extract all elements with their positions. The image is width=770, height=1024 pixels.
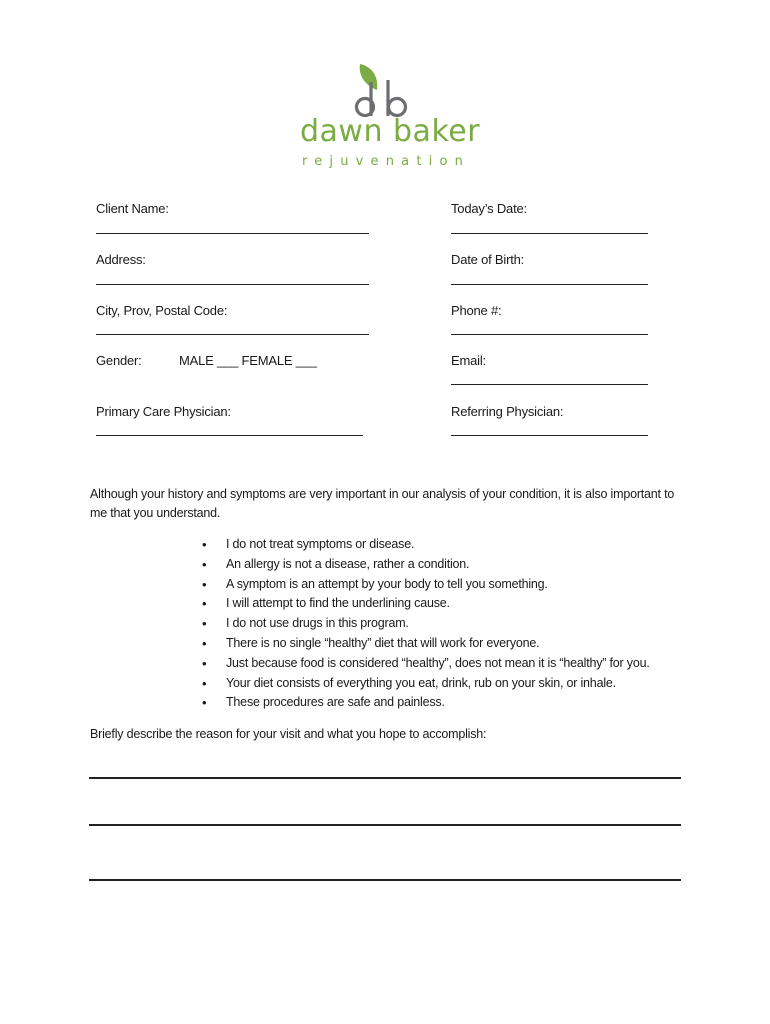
list-item: • Your diet consists of everything you eat, drink, rub on your skin, or inhale. <box>200 674 650 694</box>
logo-tagline: rejuvenation <box>301 154 471 169</box>
list-item: • I will attempt to find the underlining cause. <box>200 594 650 614</box>
list-item: • These procedures are safe and painless. <box>200 693 650 713</box>
email-label: Email: <box>451 353 486 368</box>
list-item: • There is no single “healthy” diet that will work for everyone. <box>200 634 650 654</box>
client-name-label: Client Name: <box>96 201 169 216</box>
primary-care-label: Primary Care Physician: <box>96 404 231 419</box>
list-item: • An allergy is not a disease, rather a condition. <box>200 555 650 575</box>
city-prov-postal-label: City, Prov, Postal Code: <box>96 303 228 318</box>
intro-text: Although your history and symptoms are very important in our analysis of your condition, it is also important to me that you understand. <box>90 487 675 520</box>
referring-label: Referring Physician: <box>451 404 564 419</box>
reason-prompt: Briefly describe the reason for your visit and what you hope to accomplish: <box>90 727 487 741</box>
list-item: • Just because food is considered “healthy”, does not mean it is “healthy” for you. <box>200 654 650 674</box>
list-item: • I do not treat symptoms or disease. <box>200 535 650 555</box>
address-field[interactable] <box>96 284 369 285</box>
leaf-icon <box>353 64 415 120</box>
reason-answer-line-1[interactable] <box>89 777 681 779</box>
city-prov-postal-field[interactable] <box>96 334 369 335</box>
date-of-birth-field[interactable] <box>451 284 648 285</box>
list-item: • I do not use drugs in this program. <box>200 614 650 634</box>
logo-name: dawn baker <box>300 114 481 149</box>
referring-field[interactable] <box>451 435 648 436</box>
list-item: • A symptom is an attempt by your body to tell you something. <box>200 575 650 595</box>
phone-label: Phone #: <box>451 303 502 318</box>
gender-label: Gender: <box>96 353 142 368</box>
primary-care-field[interactable] <box>96 435 363 436</box>
bullet-list <box>200 535 650 713</box>
address-label: Address: <box>96 252 146 267</box>
gender-options[interactable]: MALE ___ FEMALE ___ <box>179 353 317 368</box>
reason-answer-line-2[interactable] <box>89 824 681 826</box>
client-name-field[interactable] <box>96 233 369 234</box>
todays-date-field[interactable] <box>451 233 648 234</box>
email-field[interactable] <box>451 384 648 385</box>
phone-field[interactable] <box>451 334 648 335</box>
todays-date-label: Today’s Date: <box>451 201 527 216</box>
date-of-birth-label: Date of Birth: <box>451 252 525 267</box>
reason-answer-line-3[interactable] <box>89 879 681 881</box>
